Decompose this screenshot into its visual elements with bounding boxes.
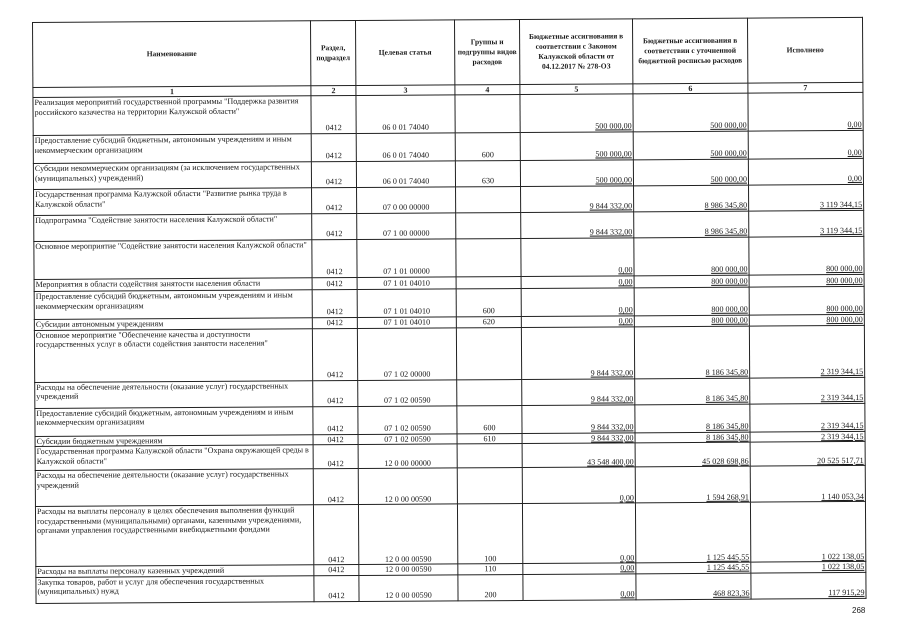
row-section: 0412 (313, 505, 358, 565)
row-executed (749, 314, 864, 325)
row-expense-group (457, 468, 522, 504)
row-executed (749, 210, 864, 237)
row-revised-allocation-value: 8 186 345,80 (705, 367, 749, 377)
column-number: 2 (311, 86, 356, 96)
row-law-allocation-value: 0,00 (620, 589, 635, 599)
row-section: 0412 (312, 278, 357, 290)
row-expense-group (456, 187, 521, 213)
row-executed (749, 274, 864, 287)
row-law-allocation-value: 9 844 332,00 (591, 432, 634, 443)
row-executed-value: 0,00 (847, 148, 862, 158)
row-executed (751, 562, 866, 573)
row-executed (750, 466, 865, 503)
row-law-allocation (522, 443, 635, 468)
row-name: Основное мероприятие "Обеспечение качества и доступности государственных услуг в области содействия занятости населения" (34, 328, 312, 382)
row-executed (750, 403, 865, 432)
row-law-allocation-value: 0,00 (618, 305, 633, 315)
row-target-article: 07 1 01 04010 (357, 317, 456, 328)
row-name: Мероприятия в области содействия занятости населения области (34, 278, 312, 292)
row-law-allocation-value: 0,00 (618, 277, 633, 287)
header-section: Раздел, подраздел (310, 21, 355, 86)
row-executed-value: 2 319 344,15 (820, 420, 864, 431)
column-number: 6 (633, 83, 748, 94)
row-law-allocation (521, 326, 634, 379)
row-law-allocation (523, 563, 636, 574)
row-revised-allocation (634, 185, 749, 212)
header-law-allocation: Бюджетные ассигнования в соответствии с Законом Калужской области от 04.12.2017 № 278-ОЗ (519, 19, 632, 85)
row-target-article: 07 1 01 00000 (357, 239, 456, 278)
row-revised-allocation-value: 468 823,36 (713, 588, 750, 599)
row-revised-allocation (634, 237, 749, 276)
header-name: Наименование (33, 21, 311, 88)
row-executed (748, 158, 863, 185)
row-expense-group (457, 444, 522, 468)
column-number: 4 (455, 85, 520, 95)
row-executed (750, 502, 865, 563)
row-revised-allocation-value: 8 986 345,80 (704, 201, 748, 211)
row-executed-value: 117 915,29 (828, 588, 865, 598)
row-target-article: 07 1 02 00590 (358, 434, 457, 445)
row-executed (749, 286, 864, 315)
row-revised-allocation-value: 1 125 445,55 (706, 562, 750, 573)
row-executed-value: 2 319 344,15 (820, 392, 864, 403)
row-section: 0412 (314, 565, 359, 576)
row-executed-value: 3 119 344,15 (819, 200, 863, 210)
row-revised-allocation-value: 45 028 698,86 (702, 456, 749, 466)
row-expense-group: 110 (458, 564, 523, 575)
row-name: Предоставление субсидий бюджетным, автономным учреждениям и иным некоммерческим организациям (35, 406, 313, 436)
column-number: 3 (356, 85, 455, 96)
row-expense-group (456, 277, 521, 289)
row-expense-group: 600 (455, 133, 520, 161)
row-section: 0412 (312, 188, 357, 214)
row-section: 0412 (312, 328, 357, 380)
row-section: 0412 (312, 214, 357, 240)
row-name: Расходы на выплаты персоналу казенных учреждений (36, 565, 314, 577)
header-executed: Исполнено (747, 17, 862, 83)
row-target-article: 06 0 01 74040 (356, 95, 455, 134)
row-revised-allocation-value: 800 000,00 (711, 315, 748, 325)
row-law-allocation (522, 404, 635, 433)
row-law-allocation-value: 0,00 (620, 552, 635, 563)
row-executed (749, 236, 864, 275)
row-law-allocation (522, 503, 635, 564)
row-revised-allocation-value: 500 000,00 (710, 149, 747, 159)
row-executed-value: 0,00 (847, 120, 862, 130)
table-row (33, 130, 863, 163)
row-revised-allocation-value: 800 000,00 (711, 277, 748, 287)
row-name: Предоставление субсидий бюджетным, автономным учреждениям и иным некоммерческим организациям (33, 134, 311, 164)
row-revised-allocation-value: 8 186 345,80 (706, 432, 749, 442)
row-name: Субсидии некоммерческим организациям (за исключением государственных (муниципальных) учреждений) (33, 162, 311, 190)
row-target-article: 12 0 00 00590 (359, 575, 458, 602)
row-revised-allocation (635, 442, 750, 467)
row-law-allocation-value: 9 844 332,00 (590, 422, 634, 432)
row-law-allocation (522, 378, 635, 405)
row-revised-allocation (634, 287, 749, 316)
row-law-allocation (521, 238, 634, 277)
row-target-article: 07 0 00 00000 (357, 187, 456, 214)
row-revised-allocation-value: 8 186 345,80 (705, 421, 749, 431)
row-revised-allocation-value: 800 000,00 (711, 265, 748, 275)
row-name: Расходы на обеспечение деятельности (оказание услуг) государственных учреждений (35, 469, 313, 507)
row-revised-allocation (635, 378, 750, 405)
row-revised-allocation (635, 432, 750, 443)
row-law-allocation (521, 212, 634, 239)
row-executed (750, 377, 865, 404)
row-revised-allocation (633, 93, 748, 132)
column-number: 1 (33, 86, 311, 98)
row-expense-group: 600 (456, 289, 521, 317)
row-executed-value: 800 000,00 (826, 276, 863, 286)
row-law-allocation-value: 500 000,00 (595, 149, 632, 159)
row-executed-value: 800 000,00 (826, 314, 863, 325)
row-law-allocation-value: 9 844 332,00 (589, 201, 633, 212)
row-target-article: 06 0 01 74040 (356, 133, 455, 162)
row-law-allocation (520, 94, 633, 133)
row-section: 0412 (312, 240, 357, 278)
header-row (33, 17, 863, 87)
row-name: Государственная программа Калужской области "Развитие рынка труда в Калужской области" (34, 188, 312, 216)
header-target-article: Целевая статья (355, 20, 454, 86)
row-executed-value: 2 319 344,15 (821, 431, 864, 441)
row-name: Основное мероприятие "Содействие занятости населения Калужской области" (34, 240, 312, 280)
row-target-article: 07 1 02 00000 (357, 328, 456, 381)
row-law-allocation-value: 0,00 (620, 563, 635, 573)
row-executed-value: 20 525 517,71 (817, 455, 864, 465)
row-section: 0412 (311, 134, 356, 162)
row-executed (751, 572, 866, 599)
row-target-article: 07 1 02 00590 (358, 380, 457, 407)
row-law-allocation (522, 467, 635, 504)
row-expense-group (456, 213, 521, 239)
row-law-allocation-value: 0,00 (619, 492, 634, 503)
row-expense-group: 610 (457, 433, 522, 444)
page-number: 268 (852, 606, 866, 615)
row-revised-allocation-value: 1 594 268,91 (706, 492, 749, 502)
row-name: Закупка товаров, работ и услуг для обеспечения государственных (муниципальных) нужд (36, 576, 314, 604)
row-target-article: 07 1 02 00590 (358, 406, 457, 435)
row-section: 0412 (313, 445, 358, 469)
row-executed-value: 800 000,00 (826, 304, 863, 314)
header-expense-group: Группы и подгруппы видов расходов (454, 20, 519, 85)
row-name: Предоставление субсидий бюджетным, автономным учреждениям и иным некоммерческим организациям (34, 290, 312, 320)
budget-execution-table (32, 17, 867, 604)
row-target-article: 07 1 01 04010 (357, 277, 456, 290)
row-name: Государственная программа Калужской области "Охрана окружающей среды в Калужской области" (35, 445, 313, 471)
row-expense-group: 630 (455, 161, 520, 187)
row-executed-value: 1 022 138,05 (821, 562, 865, 572)
row-name: Субсидии бюджетным учреждениям (35, 434, 313, 446)
row-law-allocation-value: 0,00 (618, 316, 633, 326)
row-law-allocation-value: 9 844 332,00 (590, 368, 634, 378)
row-law-allocation (521, 276, 634, 289)
row-revised-allocation-value: 1 125 445,55 (706, 552, 750, 562)
column-number: 5 (520, 84, 633, 95)
row-expense-group: 100 (457, 504, 522, 564)
row-executed (750, 442, 865, 467)
row-revised-allocation (633, 159, 748, 186)
row-executed (748, 92, 863, 131)
row-executed-value: 0,00 (847, 174, 863, 184)
row-expense-group (456, 327, 521, 379)
row-name: Подпрограмма "Содействие занятости населения Калужской области" (34, 214, 312, 242)
row-law-allocation-value: 500 000,00 (595, 121, 632, 131)
row-revised-allocation (634, 326, 749, 379)
table-row (34, 325, 864, 382)
row-revised-allocation-value: 800 000,00 (711, 305, 748, 315)
row-expense-group: 600 (457, 405, 522, 433)
row-executed-value: 3 119 344,15 (820, 226, 863, 236)
row-revised-allocation (635, 404, 750, 433)
budget-table-sheet (32, 17, 865, 601)
row-section: 0412 (314, 575, 359, 601)
row-expense-group (456, 239, 521, 277)
row-revised-allocation (635, 466, 750, 503)
row-section: 0412 (312, 290, 357, 318)
row-revised-allocation-value: 8 186 345,80 (705, 393, 749, 403)
row-law-allocation (521, 288, 634, 317)
row-law-allocation-value: 9 844 332,00 (589, 227, 633, 238)
row-executed (750, 431, 865, 442)
row-law-allocation (520, 132, 633, 161)
table-row (35, 466, 865, 507)
row-revised-allocation (633, 131, 748, 160)
row-revised-allocation (634, 315, 749, 326)
table-row (34, 236, 864, 279)
row-revised-allocation-value: 500 000,00 (710, 121, 747, 131)
row-name: Расходы на обеспечение деятельности (оказание услуг) государственных учреждений (35, 380, 313, 408)
table-row (34, 286, 864, 319)
row-target-article: 07 1 00 00000 (357, 213, 456, 240)
row-law-allocation-value: 500 000,00 (595, 175, 633, 185)
row-revised-allocation (634, 211, 749, 238)
table-row (36, 572, 866, 603)
row-executed (749, 184, 864, 211)
row-section: 0412 (313, 406, 358, 434)
row-target-article: 12 0 00 00590 (358, 468, 457, 505)
row-target-article: 12 0 00 00000 (358, 444, 457, 469)
row-law-allocation-value: 43 548 400,00 (587, 456, 634, 467)
row-executed-value: 1 022 138,05 (821, 551, 865, 561)
row-law-allocation (523, 574, 636, 601)
table-row (35, 502, 865, 567)
row-name: Расходы на выплаты персоналу в целях обеспечения выполнения функций государственными (муниципальными) органами, казенными учреждениями, органами управления государственными внебюджетными фондами (35, 505, 313, 567)
row-law-allocation-value: 9 844 332,00 (590, 394, 634, 404)
row-section: 0412 (311, 96, 356, 134)
row-executed-value: 800 000,00 (826, 264, 863, 274)
row-revised-allocation (636, 562, 751, 573)
row-target-article: 12 0 00 00590 (358, 504, 457, 565)
row-target-article: 12 0 00 00590 (359, 564, 458, 575)
row-law-allocation (521, 186, 634, 213)
row-executed-value: 2 319 344,15 (820, 366, 864, 377)
row-executed-value: 1 140 053,34 (821, 491, 864, 501)
header-revised-allocation: Бюджетные ассигнования в соответствии с уточненной бюджетной росписью расходов (632, 18, 747, 84)
row-name: Реализация мероприятий государственной программы "Поддержка развития российского казачества на территории Калужской области" (33, 96, 311, 136)
row-section: 0412 (311, 162, 356, 188)
row-expense-group: 200 (458, 574, 523, 600)
row-law-allocation (520, 160, 633, 187)
table-row (33, 92, 863, 135)
row-name: Субсидии автономным учреждениям (34, 318, 312, 330)
row-law-allocation-value: 0,00 (618, 265, 633, 275)
row-revised-allocation-value: 8 986 345,80 (704, 227, 748, 237)
row-expense-group: 620 (456, 317, 521, 328)
row-section: 0412 (313, 434, 358, 445)
row-revised-allocation (636, 573, 751, 600)
row-revised-allocation (635, 502, 750, 563)
row-law-allocation (522, 432, 635, 443)
row-executed (748, 130, 863, 159)
row-section: 0412 (313, 380, 358, 406)
column-number: 7 (748, 82, 863, 93)
row-executed (749, 325, 864, 378)
row-section: 0412 (313, 469, 358, 505)
row-law-allocation (521, 316, 634, 327)
row-target-article: 07 1 01 04010 (357, 289, 456, 318)
row-revised-allocation (634, 275, 749, 288)
row-expense-group (457, 379, 522, 405)
row-target-article: 06 0 01 74040 (356, 161, 455, 188)
table-row (35, 403, 865, 436)
row-section: 0412 (312, 318, 357, 329)
row-expense-group (455, 95, 520, 133)
row-revised-allocation-value: 500 000,00 (710, 175, 748, 185)
